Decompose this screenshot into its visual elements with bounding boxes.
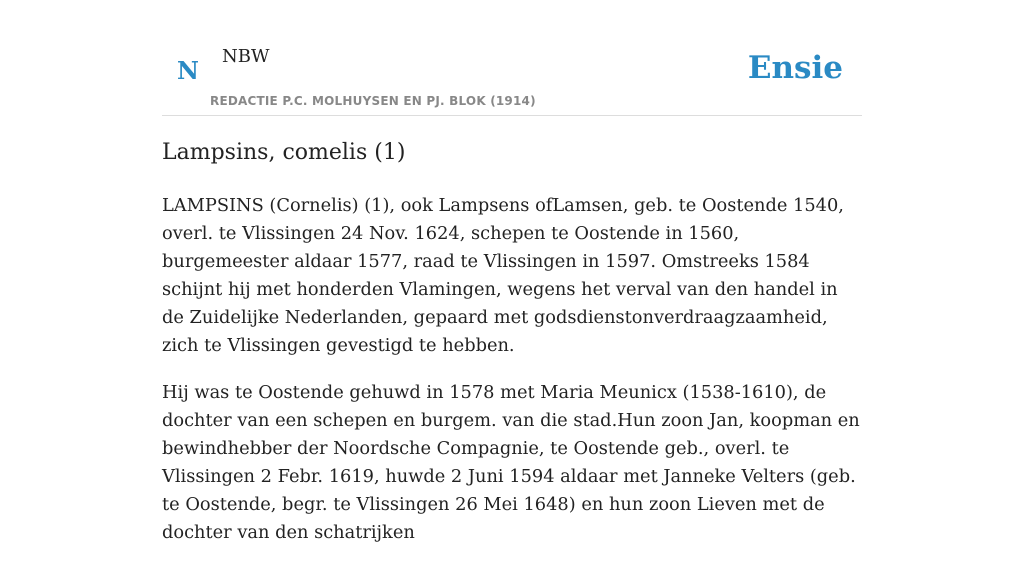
- article-title: Lampsins, comelis (1): [162, 140, 406, 165]
- source-logo[interactable]: N: [177, 56, 199, 85]
- source-header: [162, 0, 862, 116]
- article-paragraph: Hij was te Oostende gehuwd in 1578 met Maria Meunicx (1538-1610), de dochter van een schepen en burgem. van die stad.Hun zoon Jan, koopman en bewindhebber der Noordsche Compagnie, te Oostende geb., overl. te Vlissingen 2 Febr. 1619, huwde 2 Juni 1594 aldaar met Janneke Velters (geb. te Oostende, begr. te Vlissingen 26 Mei 1648) en hun zoon Lieven met de dochter van den schatrijken: [162, 382, 860, 543]
- article-paragraph: LAMPSINS (Cornelis) (1), ook Lampsens ofLamsen, geb. te Oostende 1540, overl. te Vlissingen 24 Nov. 1624, schepen te Oostende in 1560, burgemeester aldaar 1577, raad te Vlissingen in 1597. Omstreeks 1584 schijnt hij met honderden Vlamingen, wegens het verval van den handel in de Zuidelijke Nederlanden, gepaard met godsdienstonverdraagzaamheid, zich te Vlissingen gevestigd te hebben.: [162, 195, 844, 356]
- page-container: [162, 0, 862, 543]
- source-subtitle: REDACTIE P.C. MOLHUYSEN EN PJ. BLOK (1914): [210, 94, 536, 108]
- source-title[interactable]: NBW: [222, 46, 270, 67]
- brand-logo-link[interactable]: Ensie: [747, 50, 843, 86]
- article-body: [162, 192, 862, 566]
